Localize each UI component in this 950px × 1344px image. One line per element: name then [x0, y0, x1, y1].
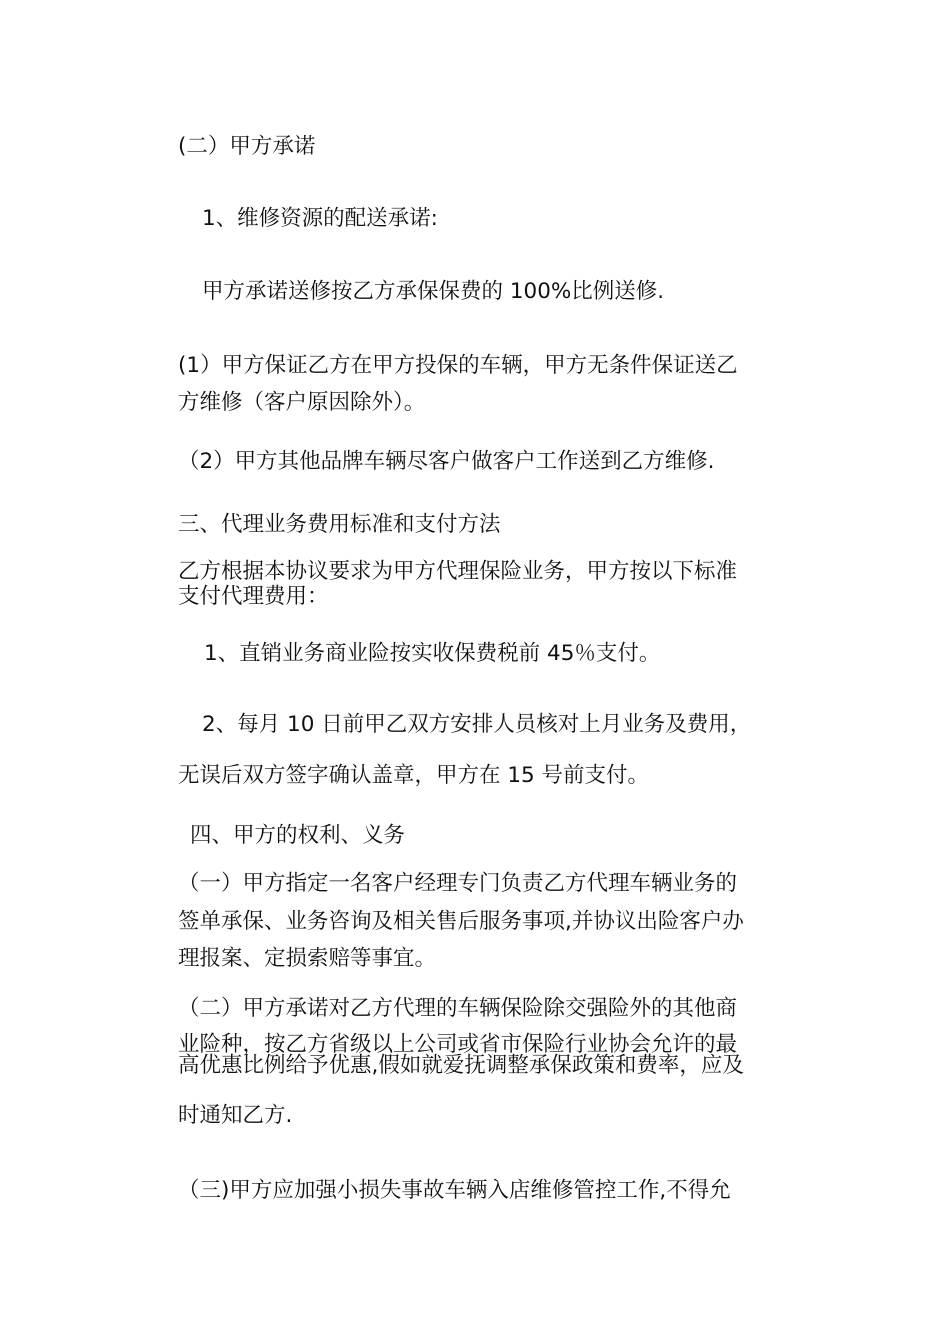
item-repair-resource-commitment: 1、维修资源的配送承诺: — [202, 206, 438, 231]
paragraph-account-manager-line-1: （一）甲方指定一名客户经理专门负责乙方代理车辆业务的 — [178, 871, 738, 896]
section-heading-fees: 三、代理业务费用标准和支付方法 — [178, 512, 501, 537]
paragraph-clause-1-line-1: (1）甲方保证乙方在甲方投保的车辆，甲方无条件保证送乙 — [178, 353, 738, 378]
section-heading-rights-obligations: 四、甲方的权利、义务 — [190, 823, 406, 848]
paragraph-clause-1-line-2: 方维修（客户原因除外）。 — [178, 390, 426, 415]
paragraph-discount-line-3: 高优惠比例给予优惠,假如就爱抚调整承保政策和费率，应及 — [178, 1053, 744, 1078]
item-monthly-reconciliation-line-1: 2、每月 10 日前甲乙双方安排人员核对上月业务及费用， — [202, 712, 752, 737]
item-monthly-reconciliation-line-2: 无误后双方签字确认盖章，甲方在 15 号前支付。 — [178, 763, 650, 788]
paragraph-discount-line-1: （二）甲方承诺对乙方代理的车辆保险除交强险外的其他商 — [178, 996, 738, 1021]
paragraph-repair-ratio: 甲方承诺送修按乙方承保保费的 100%比例送修. — [202, 279, 665, 304]
paragraph-discount-line-2: 业险种，按乙方省级以上公司或省市保险行业协会允许的最 — [178, 1032, 738, 1057]
item-direct-sales-fee: 1、直销业务商业险按实收保费税前 45％支付。 — [204, 641, 661, 666]
paragraph-account-manager-line-2: 签单承保、业务咨询及相关售后服务事项,并协议出险客户办 — [178, 909, 744, 934]
section-heading-party-a-commitment: (二）甲方承诺 — [178, 134, 316, 159]
paragraph-account-manager-line-3: 理报案、定损索赔等事宜。 — [178, 946, 437, 971]
paragraph-small-loss-control: （三)甲方应加强小损失事故车辆入店维修管控工作,不得允 — [178, 1178, 731, 1203]
paragraph-discount-line-4: 时通知乙方. — [178, 1103, 293, 1128]
paragraph-clause-2: （2）甲方其他品牌车辆尽客户做客户工作送到乙方维修. — [178, 449, 715, 474]
paragraph-fees-line-1: 乙方根据本协议要求为甲方代理保险业务，甲方按以下标准 — [178, 559, 738, 584]
paragraph-fees-line-2: 支付代理费用： — [178, 584, 329, 609]
